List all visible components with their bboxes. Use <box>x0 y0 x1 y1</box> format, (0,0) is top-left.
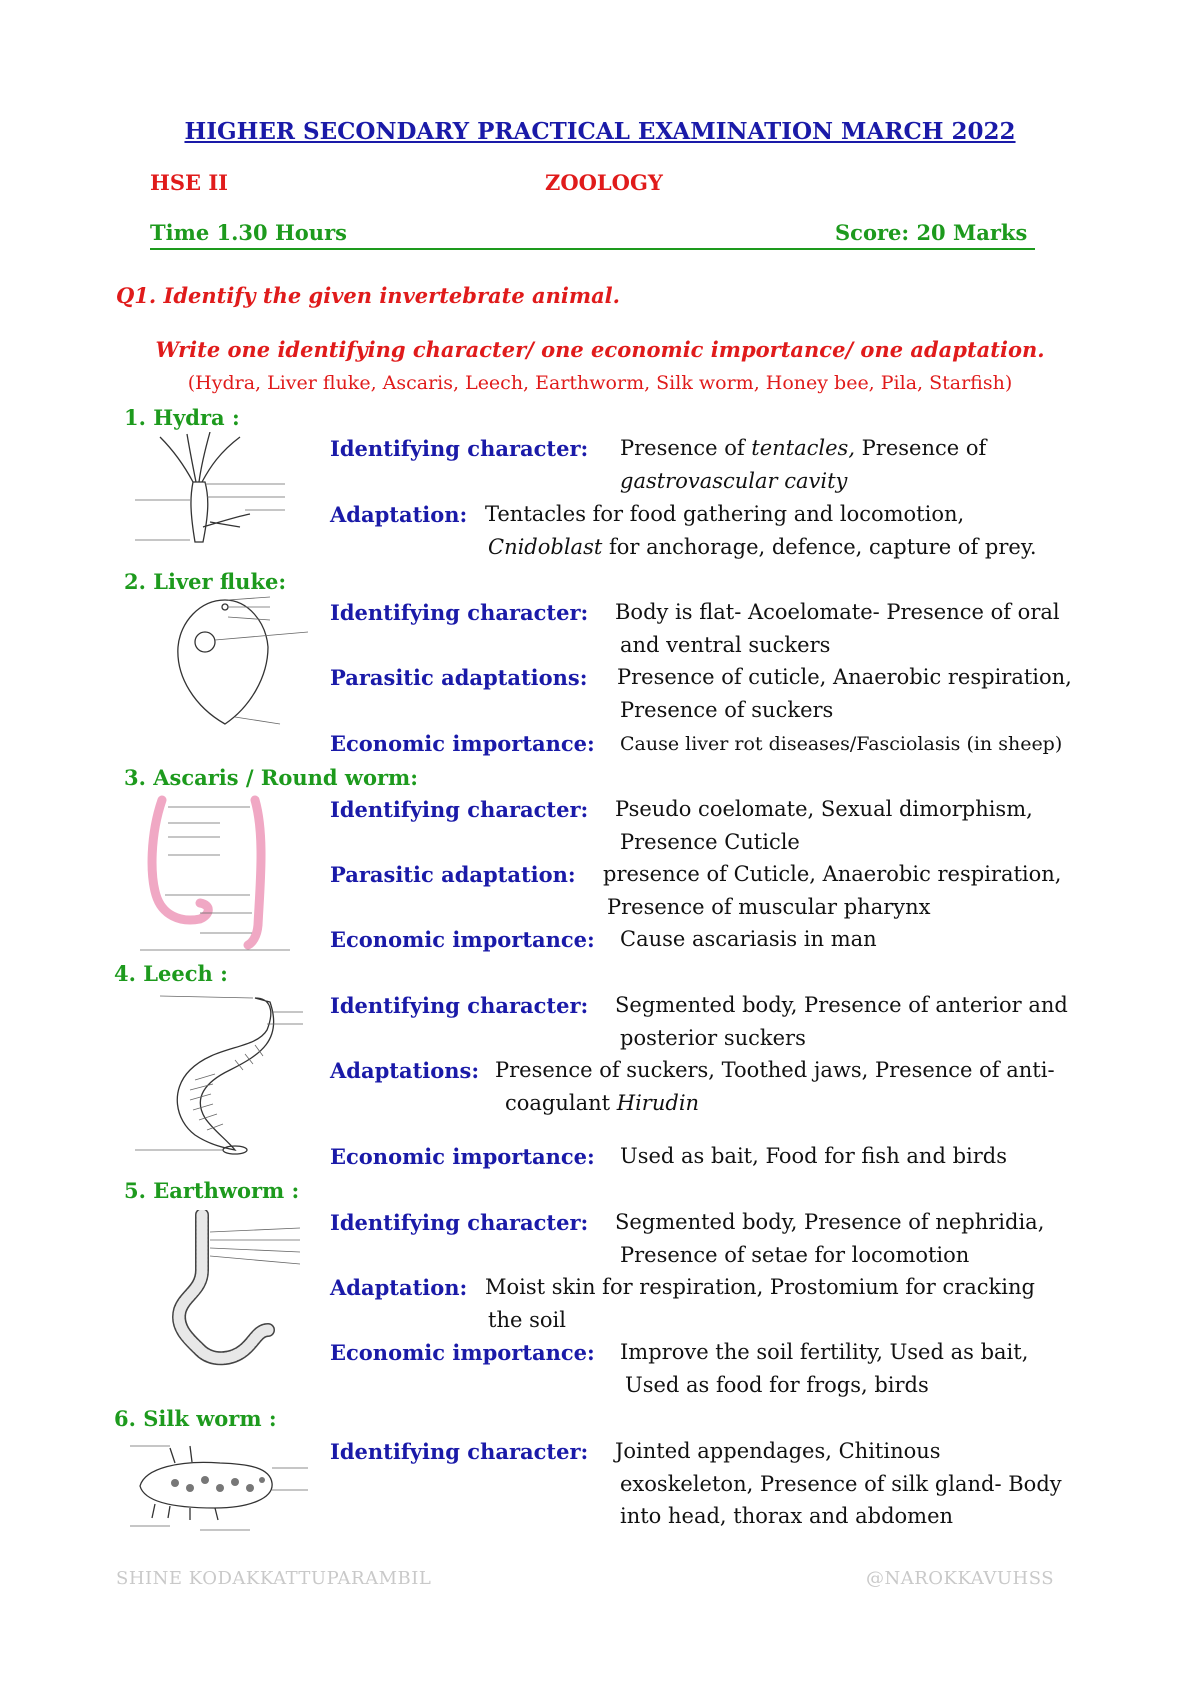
hydra-adaptation-label: Adaptation: <box>330 502 468 527</box>
page-title: HIGHER SECONDARY PRACTICAL EXAMINATION MARCH 2022 <box>184 118 1016 145</box>
liverfluke-id-line2: and ventral suckers <box>620 633 831 657</box>
ascaris-id-line2: Presence Cuticle <box>620 830 800 854</box>
ascaris-economic-line1: Cause ascariasis in man <box>620 927 877 951</box>
footer-handle: @NAROKKAVUHSS <box>866 1568 1055 1589</box>
leech-id-line2: posterior suckers <box>620 1026 806 1050</box>
hydra-heading: 1. Hydra : <box>124 405 240 430</box>
class-label: HSE II <box>150 170 228 195</box>
silkworm-id-label: Identifying character: <box>330 1439 589 1464</box>
leech-economic-line1: Used as bait, Food for fish and birds <box>620 1144 1007 1168</box>
liverfluke-adaptation-line1: Presence of cuticle, Anaerobic respiration, <box>617 665 1072 689</box>
hydra-id-line2: gastrovascular cavity <box>620 469 848 493</box>
liverfluke-economic-label: Economic importance: <box>330 731 595 756</box>
earthworm-economic-line1: Improve the soil fertility, Used as bait, <box>620 1340 1029 1364</box>
silkworm-id-line3: into head, thorax and abdomen <box>620 1504 954 1528</box>
ascaris-diagram <box>140 795 290 955</box>
silkworm-heading: 6. Silk worm : <box>114 1406 277 1431</box>
question-instruction: Write one identifying character/ one economic importance/ one adaptation. <box>155 337 1045 362</box>
earthworm-adaptation-line1: Moist skin for respiration, Prostomium for cracking <box>485 1275 1035 1299</box>
liverfluke-heading: 2. Liver fluke: <box>124 569 287 594</box>
ascaris-adaptation-line1: presence of Cuticle, Anaerobic respiration, <box>603 862 1062 886</box>
hydra-adaptation-line1: Tentacles for food gathering and locomotion, <box>485 502 965 526</box>
ascaris-adaptation-label: Parasitic adaptation: <box>330 862 576 887</box>
liverfluke-id-label: Identifying character: <box>330 600 589 625</box>
liverfluke-economic-line1: Cause liver rot diseases/Fasciolasis (in sheep) <box>620 733 1063 755</box>
silkworm-id-line1: Jointed appendages, Chitinous <box>615 1439 941 1463</box>
earthworm-id-line1: Segmented body, Presence of nephridia, <box>615 1210 1045 1234</box>
earthworm-heading: 5. Earthworm : <box>124 1178 300 1203</box>
earthworm-id-line2: Presence of setae for locomotion <box>620 1243 970 1267</box>
ascaris-id-line1: Pseudo coelomate, Sexual dimorphism, <box>615 797 1033 821</box>
earthworm-adaptation-line2: the soil <box>488 1308 566 1332</box>
leech-heading: 4. Leech : <box>114 961 228 986</box>
animal-list: (Hydra, Liver fluke, Ascaris, Leech, Earthworm, Silk worm, Honey bee, Pila, Starfish) <box>187 372 1013 394</box>
earthworm-id-label: Identifying character: <box>330 1210 589 1235</box>
silkworm-id-line2: exoskeleton, Presence of silk gland- Body <box>620 1472 1062 1496</box>
liverfluke-diagram <box>140 592 310 732</box>
subject-label: ZOOLOGY <box>545 170 663 195</box>
time-label: Time 1.30 Hours <box>150 220 347 245</box>
footer-author: SHINE KODAKKATTUPARAMBIL <box>116 1568 432 1589</box>
leech-id-label: Identifying character: <box>330 993 589 1018</box>
score-label: Score: 20 Marks <box>835 220 1028 245</box>
liverfluke-id-line1: Body is flat- Acoelomate- Presence of oral <box>615 600 1060 624</box>
hydra-id-label: Identifying character: <box>330 436 589 461</box>
ascaris-id-label: Identifying character: <box>330 797 589 822</box>
leech-adaptation-line1: Presence of suckers, Toothed jaws, Presence of anti- <box>495 1058 1055 1082</box>
earthworm-adaptation-label: Adaptation: <box>330 1275 468 1300</box>
liverfluke-adaptation-label: Parasitic adaptations: <box>330 665 588 690</box>
leech-id-line1: Segmented body, Presence of anterior and <box>615 993 1068 1017</box>
leech-adaptation-line2: coagulant Hirudin <box>505 1091 700 1115</box>
hydra-id-line1: Presence of tentacles, Presence of <box>620 436 987 460</box>
ascaris-economic-label: Economic importance: <box>330 927 595 952</box>
earthworm-diagram <box>140 1210 305 1370</box>
liverfluke-adaptation-line2: Presence of suckers <box>620 698 834 722</box>
hydra-adaptation-line2: Cnidoblast for anchorage, defence, capture of prey. <box>488 535 1037 559</box>
question-title: Q1. Identify the given invertebrate animal. <box>116 283 620 308</box>
leech-economic-label: Economic importance: <box>330 1144 595 1169</box>
leech-adaptation-label: Adaptations: <box>330 1058 480 1083</box>
earthworm-economic-label: Economic importance: <box>330 1340 595 1365</box>
hydra-diagram <box>135 432 295 547</box>
earthworm-economic-line2: Used as food for frogs, birds <box>625 1373 929 1397</box>
leech-diagram <box>135 990 305 1160</box>
silkworm-diagram <box>130 1438 310 1538</box>
ascaris-heading: 3. Ascaris / Round worm: <box>124 765 419 790</box>
ascaris-adaptation-line2: Presence of muscular pharynx <box>607 895 931 919</box>
